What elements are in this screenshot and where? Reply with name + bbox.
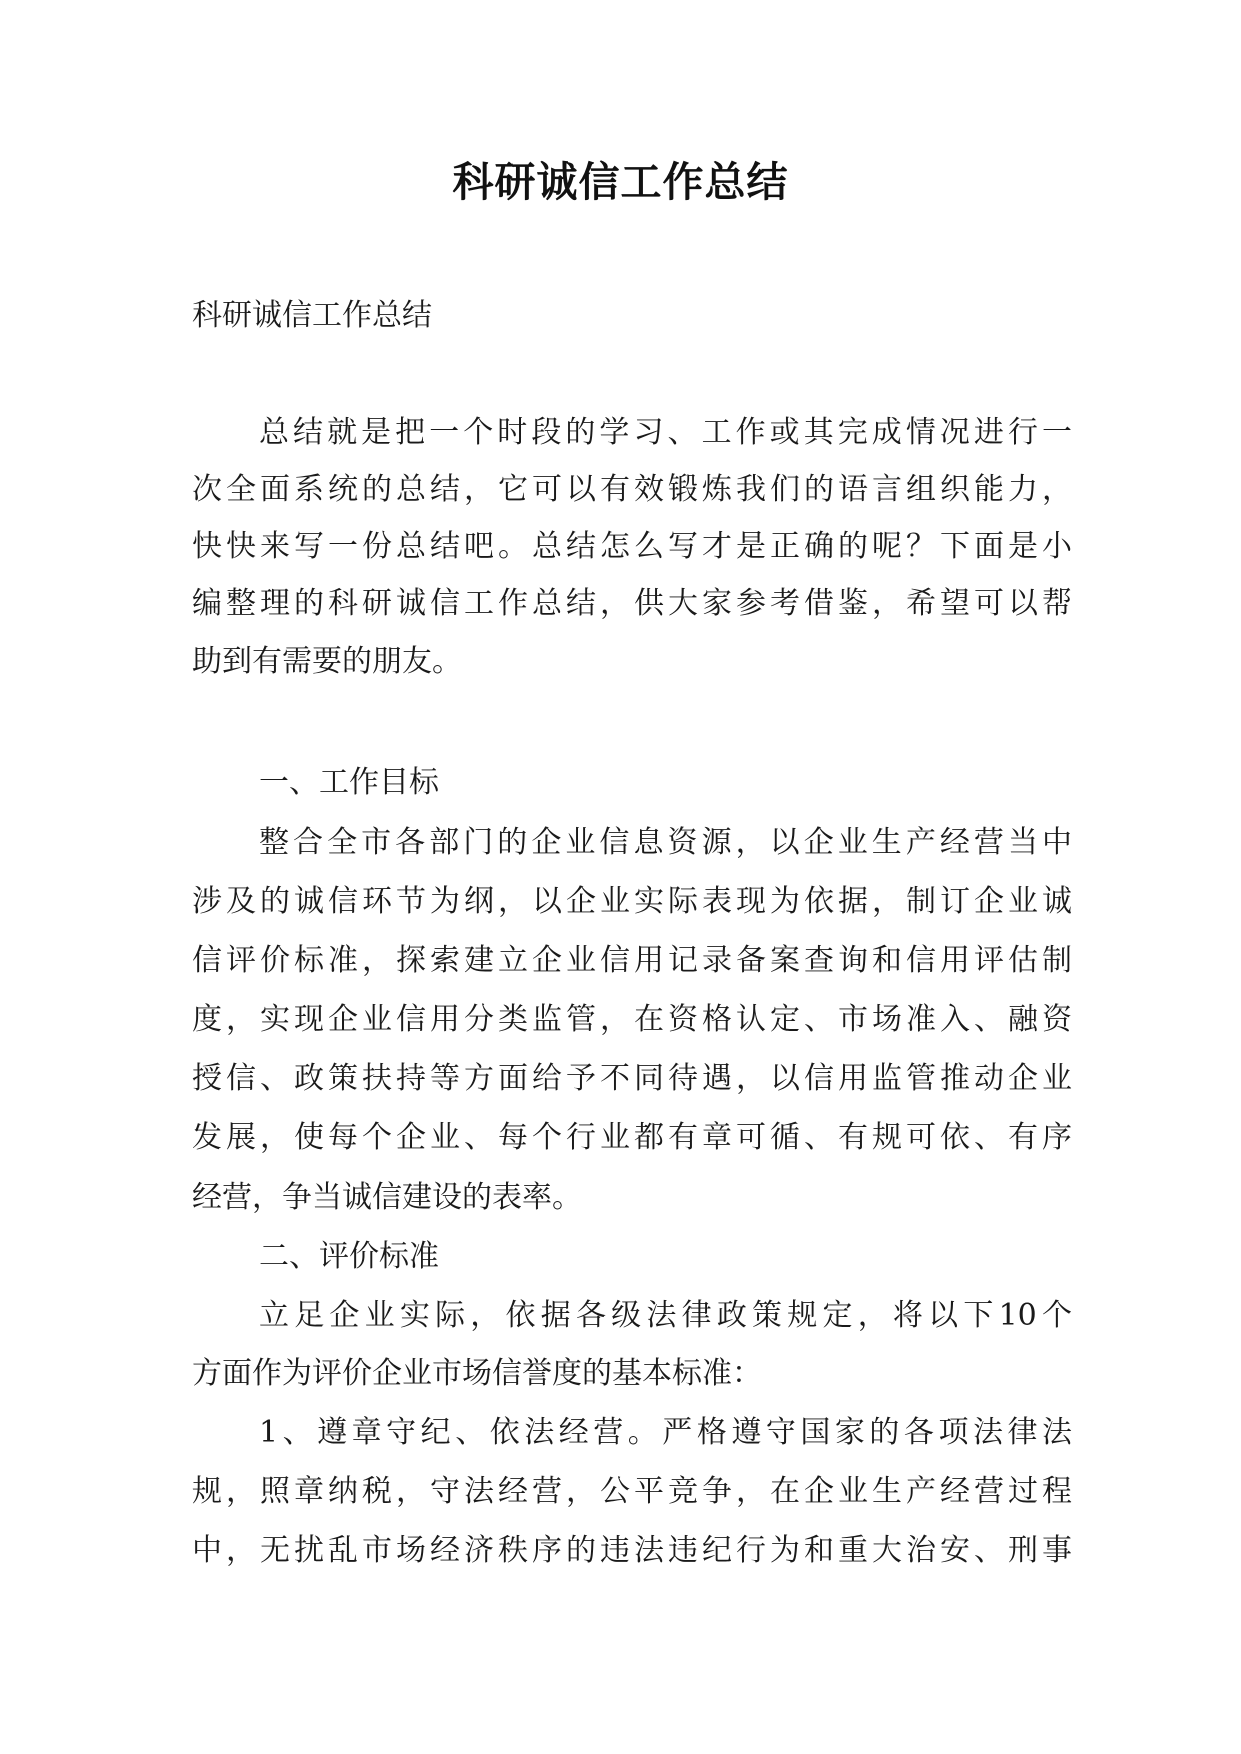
body-line: 整合全市各部门的企业信息资源，以企业生产经营当中 xyxy=(259,825,1072,860)
body-line: 方面作为评价企业市场信誉度的基本标准： xyxy=(192,1356,762,1391)
body-line: 涉及的诚信环节为纲，以企业实际表现为依据，制订企业诚 xyxy=(192,884,1072,919)
body-line: 次全面系统的总结，它可以有效锻炼我们的语言组织能力， xyxy=(192,472,1072,507)
body-line: 总结就是把一个时段的学习、工作或其完成情况进行一 xyxy=(259,415,1072,450)
body-line: 信评价标准，探索建立企业信用记录备案查询和信用评估制 xyxy=(192,943,1072,978)
body-line: 助到有需要的朋友。 xyxy=(192,644,462,679)
body-line: 度，实现企业信用分类监管，在资格认定、市场准入、融资 xyxy=(192,1002,1072,1037)
body-line: 科研诚信工作总结 xyxy=(192,298,432,333)
body-line: 规，照章纳税，守法经营，公平竞争，在企业生产经营过程 xyxy=(192,1474,1072,1509)
body-line: 发展，使每个企业、每个行业都有章可循、有规可依、有序 xyxy=(192,1120,1072,1155)
body-line: 编整理的科研诚信工作总结，供大家参考借鉴，希望可以帮 xyxy=(192,586,1072,621)
body-line: 经营，争当诚信建设的表率。 xyxy=(192,1180,582,1215)
section-heading: 二、评价标准 xyxy=(259,1239,439,1274)
body-line: 授信、政策扶持等方面给予不同待遇，以信用监管推动企业 xyxy=(192,1061,1072,1096)
body-line: 中，无扰乱市场经济秩序的违法违纪行为和重大治安、刑事 xyxy=(192,1533,1072,1568)
body-line: 1、遵章守纪、依法经营。严格遵守国家的各项法律法 xyxy=(259,1415,1072,1450)
section-heading: 一、工作目标 xyxy=(259,765,439,800)
body-line: 快快来写一份总结吧。总结怎么写才是正确的呢？下面是小 xyxy=(192,529,1072,564)
document-title: 科研诚信工作总结 xyxy=(452,158,789,206)
body-line: 立足企业实际，依据各级法律政策规定，将以下10个 xyxy=(259,1298,1072,1333)
